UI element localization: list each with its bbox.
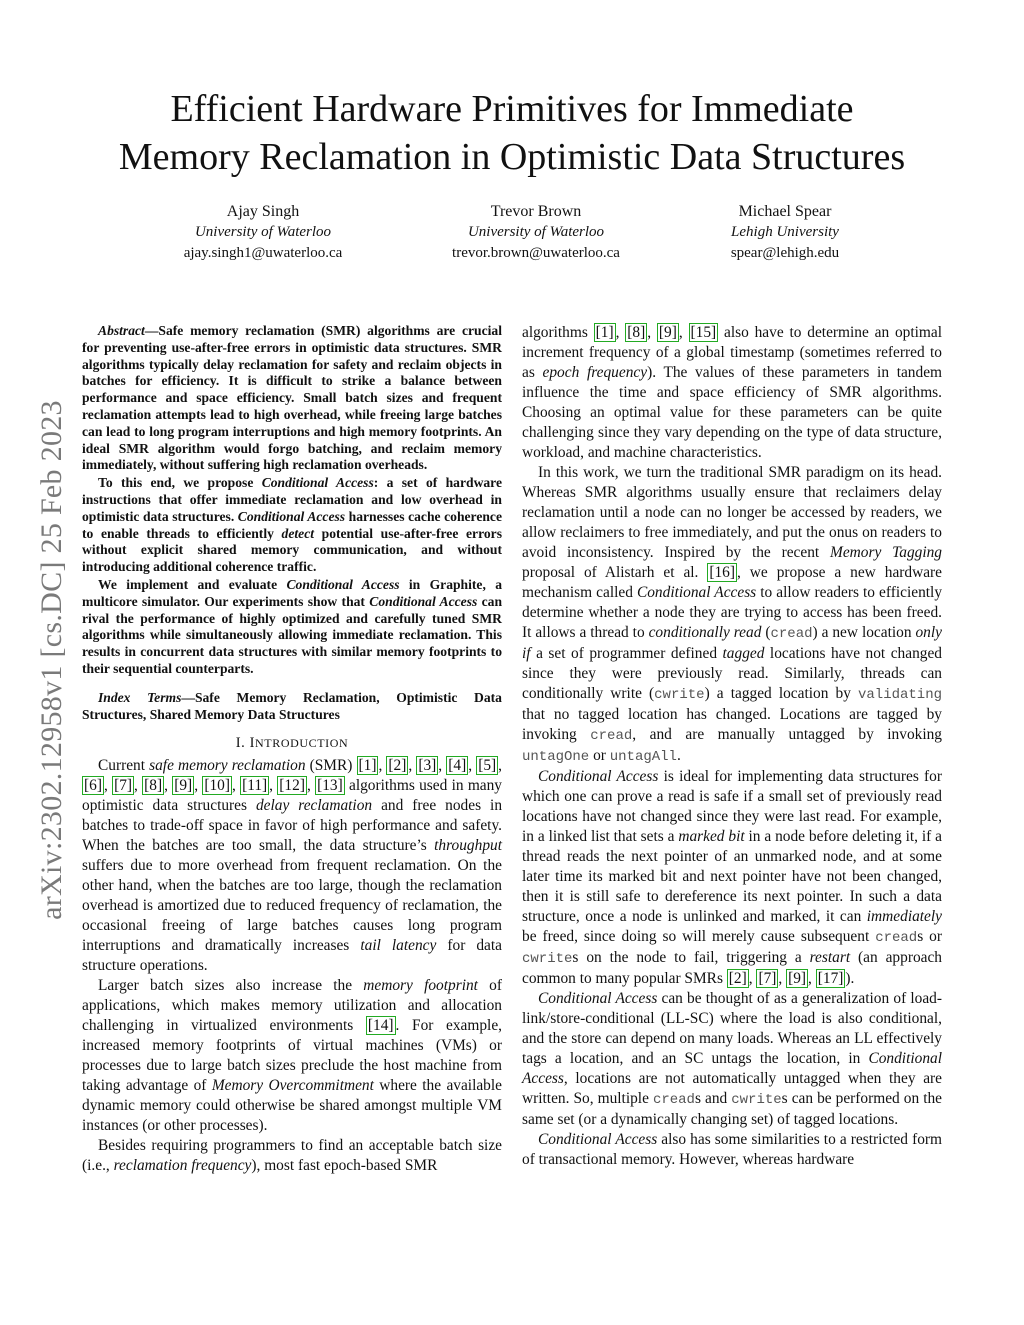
body-paragraph: In this work, we turn the traditional SMR paradigm on its head. Whereas SMR algorithms usually ensure that reclaimers delay reclamation until a node can no longer be accessed by readers, we allow reclaimers to free immediately, and put the onus on readers to avoid inconsistency. Inspired by the recent Memory Tagging proposal of Alistarh et al. [16] , we propose a new hardware mechanism called Conditional Access to allow readers to efficiently determine whether a node they are trying to access has been freed. It allows a thread to conditionally read (cread) a new location only if a set of programmer defined tagged locations have not changed since they were previously read. Similarly, threads can conditionally write (cwrite) a tagged location by validating that no tagged location has changed. Locations are tagged by invoking cread, and are manually untagged by invoking untagOne or untagAll. — [522, 464, 943, 765]
citation-link[interactable]: [9] — [658, 324, 677, 341]
paper-title — [60, 85, 964, 181]
code-cwrite: cwrite — [522, 951, 573, 967]
author-block-2 — [406, 201, 666, 264]
abstract-paragraph: Abstract—Safe memory reclamation (SMR) algorithms are crucial for preventing use-after-free errors in optimistic data structures. SMR algorithms typically delay reclamation for safety and reclaim objects in batches for efficiency. It is difficult to strike a balance between performance and space efficiency. Small batch sizes and frequent reclamation attempts lead to high overhead, while freeing large batches can lead to long program interruptions and high memory footprints. An ideal SMR algorithm would forgo batching, and reclaim memory immediately, without suffering high reclamation overheads. — [82, 323, 502, 473]
code-cread: cread — [770, 626, 813, 642]
author-affiliation: Lehigh University — [731, 224, 839, 240]
left-column — [82, 323, 502, 1176]
citation-link[interactable]: [8] — [627, 324, 646, 341]
code-cread: cread — [652, 1092, 695, 1108]
code-cwrite: cwrite — [654, 687, 705, 703]
body-paragraph: algorithms [1] , [8] , [9] , [15] also have to determine an optimal increment frequency of a global timestamp (sometimes referred to as epoch frequency). The values of these parameters in tandem influence the time and space efficiency of SMR algorithms. Choosing an optimal value for these parameters can be quite challenging since they vary depending on the type of data structure, workload, and machine characteristics. — [522, 324, 943, 461]
author-name: Michael Spear — [738, 203, 832, 220]
citation-link[interactable]: [2] — [728, 970, 747, 987]
section-heading-introduction: I. INTRODUCTION — [235, 735, 349, 752]
citation-link[interactable]: [2] — [388, 757, 407, 775]
abstract-paragraph: We implement and evaluate Conditional Access in Graphite, a multicore simulator. Our experiments show that Conditional Access can rival the performance of highly optimized and carefully tuned SMR algorithms while simultaneously allowing immediate reclamation. This results in concurrent data structures with similar memory footprints to their sequential counterparts. — [82, 576, 503, 676]
author-block-1 — [133, 201, 393, 264]
body-paragraph: Conditional Access can be thought of as a generalization of load-link/store-conditional (LL-SC) where the load is also conditional, and the store can depend on many loads. Whereas an LL effectively tags a location, and an SC untags the location, in Conditional Access, locations are not automatically untagged when they are written. So, multiple creads and cwrites can be performed on the same set (or a dynamically changing set) of tagged locations. — [522, 990, 943, 1128]
arxiv-identifier: arXiv:2302.12958v1 [cs.DC] 25 Feb 2023 — [35, 400, 68, 920]
citation-link[interactable]: [6] — [84, 777, 102, 795]
author-name: Ajay Singh — [226, 203, 300, 220]
citation-link[interactable]: [16] — [709, 564, 736, 581]
author-affiliation: University of Waterloo — [467, 224, 605, 240]
author-email: spear@lehigh.edu — [730, 245, 840, 261]
citation-link[interactable]: [10] — [204, 777, 230, 795]
citation-link[interactable]: [13] — [317, 777, 343, 795]
code-untagone: untagOne — [522, 749, 590, 765]
citation-link[interactable]: [9] — [174, 777, 193, 795]
citation-link[interactable]: [3] — [418, 757, 437, 775]
title-line-1: Efficient Hardware Primitives for Immediate — [170, 88, 854, 130]
citation-link[interactable]: [1] — [595, 324, 614, 341]
author-affiliation: University of Waterloo — [194, 224, 332, 240]
citation-link[interactable]: [7] — [114, 777, 133, 795]
author-email: ajay.singh1@uwaterloo.ca — [183, 245, 343, 261]
body-paragraph: Besides requiring programmers to find an acceptable batch size (i.e., reclamation frequency), most fast epoch-based SMR — [82, 1137, 502, 1175]
title-line-2: Memory Reclamation in Optimistic Data Structures — [118, 136, 906, 178]
citation-link[interactable]: [15] — [690, 324, 717, 341]
index-terms: Index Terms—Safe Memory Reclamation, Optimistic Data Structures, Shared Memory Data Structures — [82, 689, 502, 722]
citation-link[interactable]: [9] — [788, 970, 807, 987]
body-paragraph: Conditional Access also has some similarities to a restricted form of transactional memory. However, whereas hardware — [522, 1131, 942, 1168]
abstract — [82, 323, 502, 723]
right-column — [522, 323, 942, 1170]
citation-link[interactable]: [5] — [478, 757, 497, 775]
abstract-paragraph: To this end, we propose Conditional Access: a set of hardware instructions that offer immediate reclamation and low overhead in optimistic data structures. Conditional Access harnesses cache coherence to enable threads to efficiently detect potential use-after-free errors without explicit shared memory communication, and without introducing additional coherence traffic. — [82, 475, 502, 575]
citation-link[interactable]: [4] — [448, 757, 467, 775]
citation-link[interactable]: [8] — [144, 777, 163, 795]
author-block-3 — [655, 201, 915, 264]
code-cread: cread — [590, 728, 633, 744]
body-paragraph: Larger batch sizes also increase the memory footprint of applications, which makes memory utilization and allocation challenging in virtualized environments [14] . For example, increased memory footprints of virtual machines (VMs) or processes due to large batch sizes preclude the host machine from taking advantage of Memory Overcommitment where the available dynamic memory could otherwise be shared amongst multiple VM instances (or other processes). — [82, 977, 502, 1135]
citation-link[interactable]: [11] — [242, 777, 268, 795]
citation-link[interactable]: [14] — [367, 1017, 394, 1035]
citation-link[interactable]: [12] — [279, 777, 305, 795]
code-cwrite: cwrite — [731, 1092, 782, 1108]
author-email: trevor.brown@uwaterloo.ca — [452, 245, 620, 261]
body-paragraph: Conditional Access is ideal for implementing data structures for which one can prove a read is safe if a small set of previously read locations have not changed since they were last read. For example, in a linked list that sets a marked bit in a node before deleting it, if a thread reads the next pointer of an unmarked node, and at some later time its marked bit and next pointer have not been changed, then it is still safe to dereference its next pointer. In such a data structure, once a node is unlinked and marked, it can immediately be freed, since doing so will merely cause subsequent creads or cwrites on the node to fail, triggering a restart (an approach common to many popular SMRs [2] , [7] , [9] , [17] ). — [522, 768, 942, 987]
citation-link[interactable]: [7] — [758, 970, 777, 987]
body-paragraph: Current safe memory reclamation (SMR) [1] , [2] , [3] , [4] , [5] , [6] , [7] , [8] , [9] , [10] , [11] , [12] , [13] algorithms used in many optimistic data structures delay reclamation and free nodes in batches to trade-off space in favor of high performance and safety. When the batches are too small, the data structure’s throughput suffers due to more overhead from frequent reclamation. On the other hand, when the batches are too large, though the reclamation overhead is amortized due to reduced frequency of reclamation, the occasional freeing of large batches causes long program interruptions and dramatically increases tail latency for data structure operations. — [82, 757, 503, 975]
abstract-label: Abstract — [98, 323, 145, 338]
code-untagall: untagAll — [609, 749, 677, 765]
code-validating: validating — [857, 687, 942, 703]
citation-link[interactable]: [17] — [817, 970, 844, 987]
code-cread: cread — [875, 930, 918, 946]
index-terms-label: Index Terms — [98, 689, 182, 705]
author-name: Trevor Brown — [490, 203, 582, 220]
citation-link[interactable]: [1] — [358, 757, 377, 775]
